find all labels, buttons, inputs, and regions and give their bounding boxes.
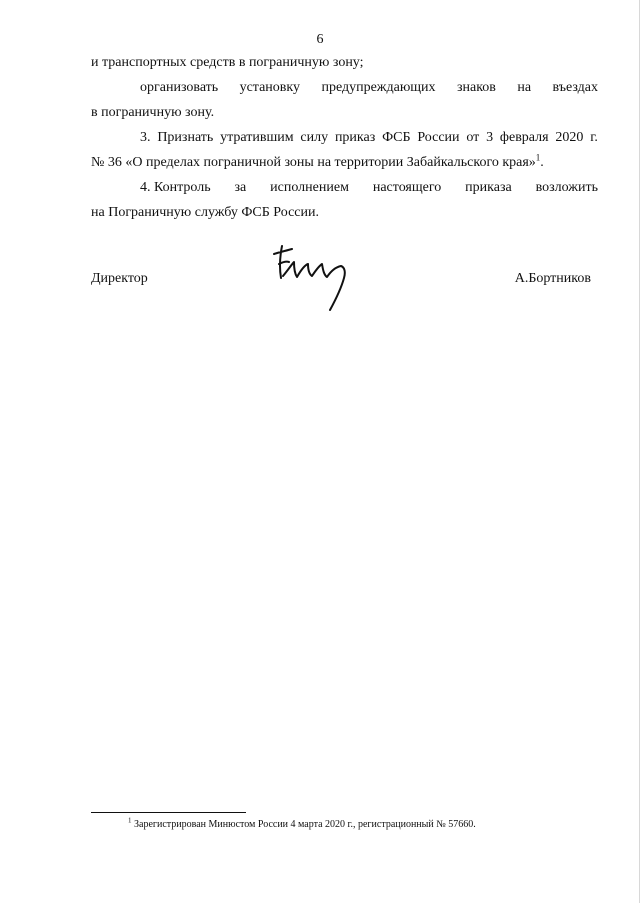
paragraph-line-justified xyxy=(91,125,598,150)
body-text xyxy=(91,50,598,225)
word: въездах xyxy=(552,80,598,95)
line-text: № 36 «О пределах пограничной зоны на территории Забайкальского края» xyxy=(91,155,536,170)
word: России xyxy=(417,130,460,145)
word: организовать xyxy=(140,80,219,95)
paragraph-line: на Пограничную службу ФСБ России. xyxy=(91,205,319,220)
footnote-reference: 1 xyxy=(535,152,541,163)
word: утратившим xyxy=(220,130,294,145)
footnote-text: Зарегистрирован Минюстом России 4 марта 2020 г., регистрационный № 57660. xyxy=(134,819,476,830)
line-end: . xyxy=(540,155,544,170)
word: 4. Контроль xyxy=(140,180,211,195)
word: знаков xyxy=(456,80,496,95)
word: февраля xyxy=(499,130,549,145)
signer-name: А.Бортников xyxy=(514,271,591,286)
footnote-marker: 1 xyxy=(128,816,132,825)
paragraph-line: в пограничную зону. xyxy=(91,105,215,120)
footnote-separator xyxy=(91,812,246,813)
word: ФСБ xyxy=(382,130,411,145)
word: от xyxy=(466,130,480,145)
word: 2020 xyxy=(555,130,584,145)
footnote xyxy=(128,816,476,830)
word: 3. xyxy=(140,130,151,145)
paragraph-line: и транспортных средств в пограничную зону; xyxy=(91,55,364,70)
word: приказ xyxy=(334,130,376,145)
word: 3 xyxy=(486,130,494,145)
paragraph-line xyxy=(91,150,598,175)
word: возложить xyxy=(535,180,598,195)
word: г. xyxy=(590,130,598,145)
paragraph-line-justified xyxy=(91,175,598,200)
word: силу xyxy=(300,130,329,145)
word: исполнением xyxy=(270,180,349,195)
word: приказа xyxy=(465,180,512,195)
handwritten-signature xyxy=(270,240,360,312)
word: настоящего xyxy=(372,180,442,195)
signer-title: Директор xyxy=(91,271,148,286)
word: установку xyxy=(239,80,301,95)
paragraph-line-justified xyxy=(91,75,598,100)
page-number: 6 xyxy=(316,32,324,47)
word: на xyxy=(517,80,532,95)
word: за xyxy=(234,180,247,195)
word: предупреждающих xyxy=(321,80,436,95)
word: Признать xyxy=(157,130,214,145)
